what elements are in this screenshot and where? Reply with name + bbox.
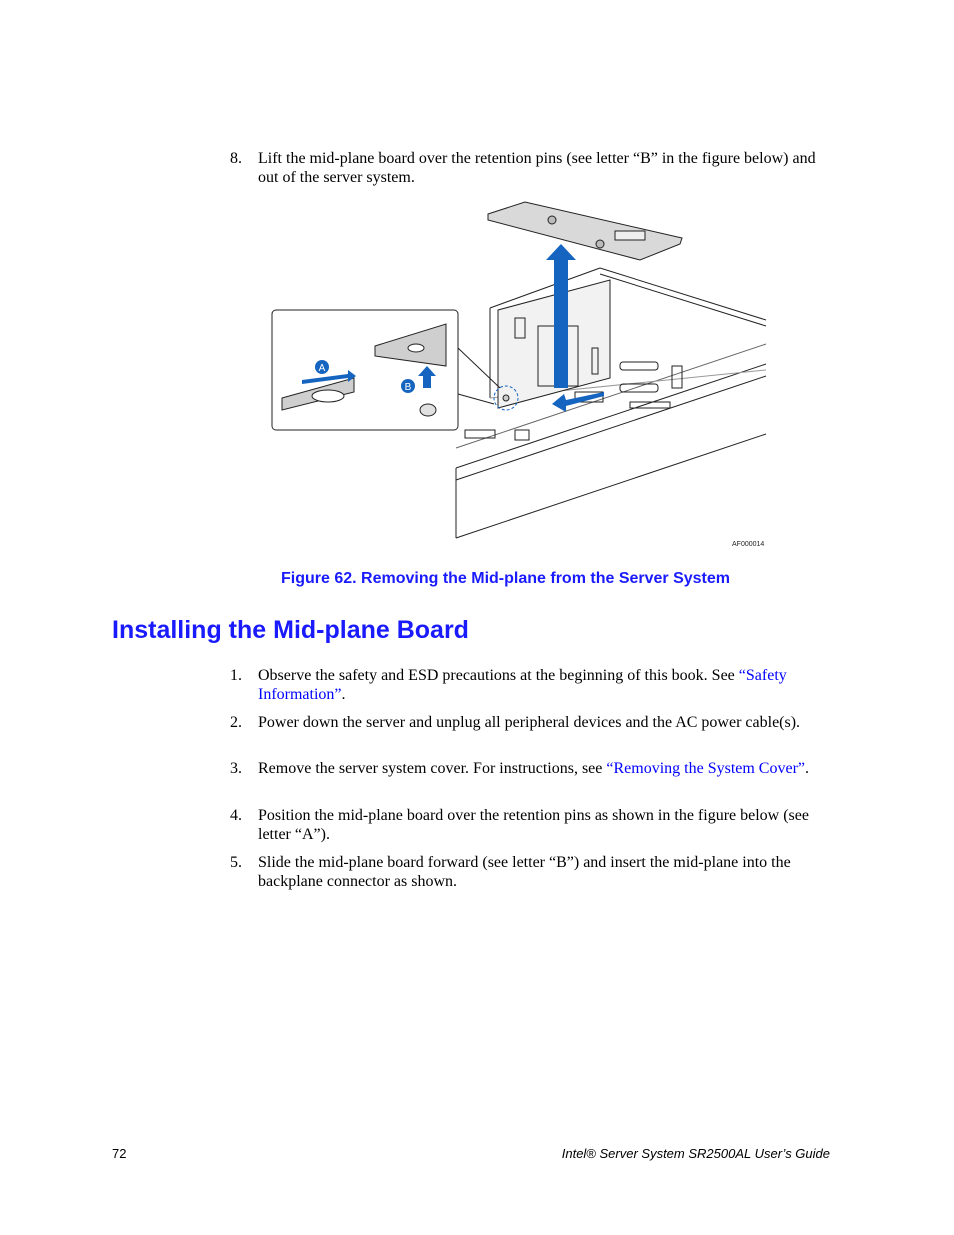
step-number: 5.: [230, 854, 242, 871]
step-text: [258, 666, 830, 704]
safety-information-link[interactable]: “Safety Information”: [258, 667, 787, 703]
step-text-part: Observe the safety and ESD precautions at the beginning of this book. See: [258, 667, 739, 684]
step-number: 3.: [230, 760, 242, 777]
step-text: Lift the mid-plane board over the retention pins (see letter “B” in the figure below) and out of the server system.: [258, 150, 816, 186]
section-heading: Installing the Mid-plane Board: [112, 616, 469, 644]
removing-system-cover-link[interactable]: “Removing the System Cover”: [606, 760, 806, 777]
step-number: 4.: [230, 807, 242, 824]
figure-62-illustration: [270, 198, 770, 553]
step-text: Position the mid-plane board over the retention pins as shown in the figure below (see letter “A”).: [258, 807, 809, 843]
step-text-part: .: [805, 760, 810, 777]
page-number: 72: [112, 1146, 127, 1161]
step-number: 8.: [230, 150, 242, 167]
step-text: [258, 759, 830, 778]
step-text: Power down the server and unplug all peripheral devices and the AC power cable(s).: [258, 714, 801, 731]
step-text: Slide the mid-plane board forward (see letter “B”) and insert the mid-plane into the backplane connector as shown.: [258, 854, 791, 890]
step-text-part: Remove the server system cover. For instructions, see: [258, 760, 607, 777]
callout-a: A: [318, 363, 326, 374]
art-code: AF000014: [732, 541, 765, 548]
figure-caption: Figure 62. Removing the Mid-plane from the Server System: [281, 570, 730, 587]
step-number: 2.: [230, 714, 242, 731]
step-text-part: .: [341, 686, 346, 703]
step-number: 1.: [230, 667, 242, 684]
document-title: Intel® Server System SR2500AL User’s Guide: [561, 1146, 830, 1161]
callout-b: B: [404, 382, 412, 393]
